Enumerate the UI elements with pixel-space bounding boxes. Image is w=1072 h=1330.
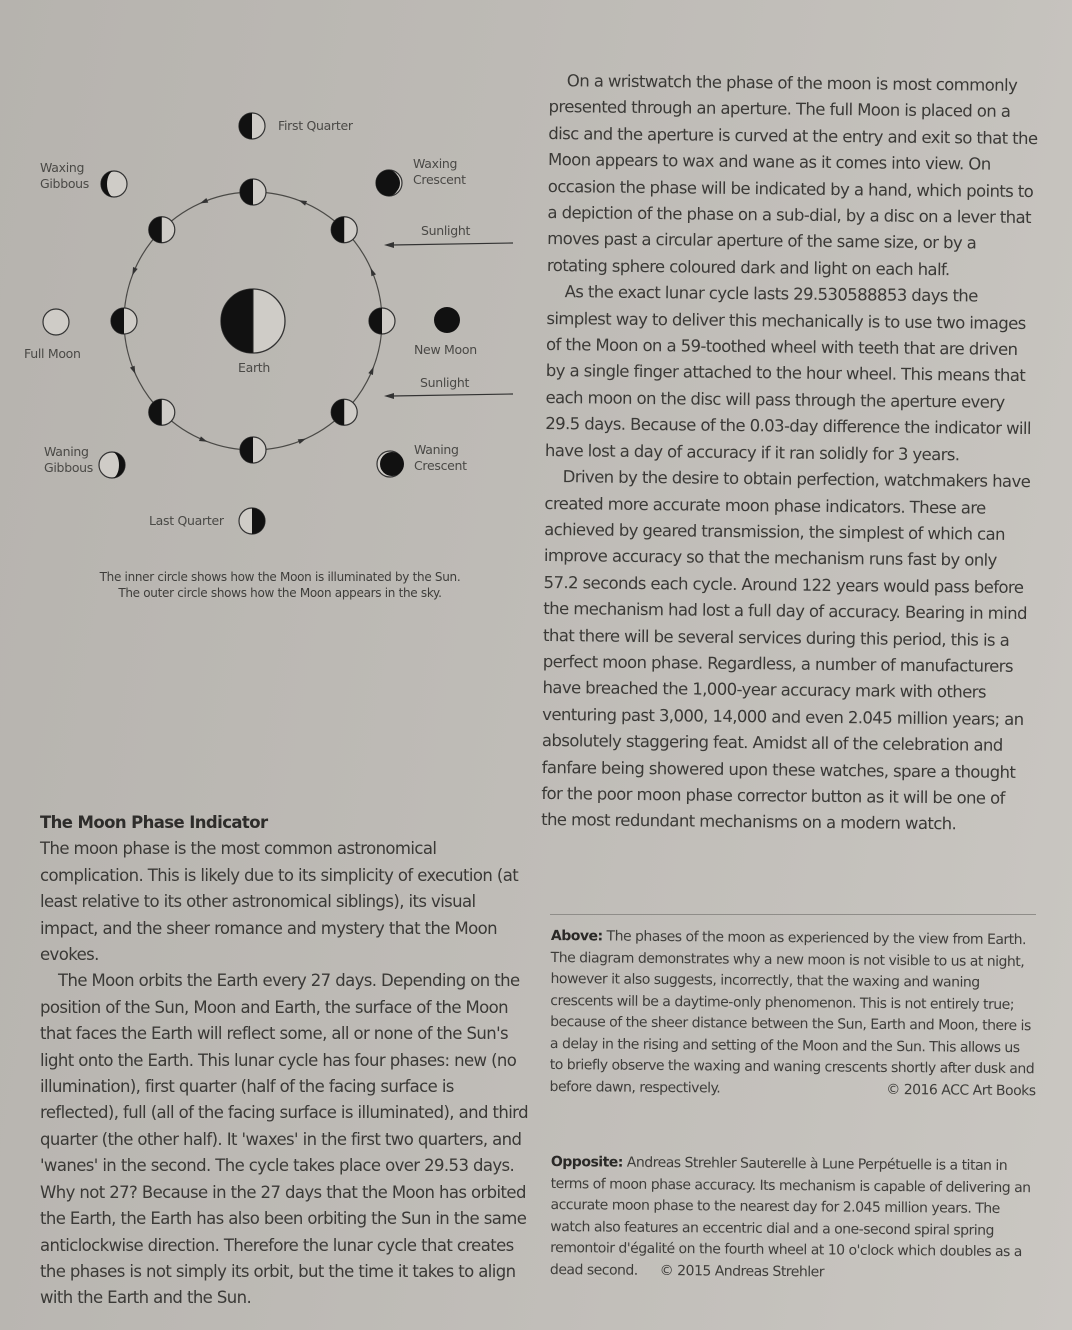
inner-moon-icon xyxy=(331,217,357,243)
inner-moon-icon xyxy=(240,179,266,205)
caption-above-credit: © 2016 ACC Art Books xyxy=(886,1081,1036,1099)
orbit-arrow-icon xyxy=(199,198,208,206)
left-paragraph-1: The moon phase is the most common astronomical complication. This is likely due to its simplicity of execution (at least relative to its other astronomical siblings), its visual impact, and the sheer romance and mystery that the Moon evokes. xyxy=(40,839,519,965)
diagram-caption-line-1: The inner circle shows how the Moon is illuminated by the Sun. xyxy=(99,570,461,584)
label-first-quarter: First Quarter xyxy=(278,118,353,133)
waxing-crescent-moon-icon xyxy=(376,170,402,196)
orbit-arrow-icon xyxy=(130,267,138,276)
caption-opposite-credit: © 2015 Andreas Strehler xyxy=(659,1262,825,1280)
label-sunlight-bottom: Sunlight xyxy=(420,375,470,390)
left-column-article xyxy=(40,810,530,1312)
moon-phase-diagram xyxy=(0,0,540,620)
label-sunlight-top: Sunlight xyxy=(421,223,471,238)
new-moon-icon xyxy=(434,307,460,333)
caption-above-text: The phases of the moon as experienced by the view from Earth. The diagram demonstrates why a new moon is not visible to us at night, however it also suggests, incorrectly, that the waxing and waning crescents will be a daytime-only phenomenon. This is not entirely true; because of the sheer distance between the Sun, Earth and Moon, there is a delay in the rising and setting of the Moon and the Sun. This allows us to briefly observe the waxing and waning crescents shortly after dusk and before dawn, respectively. xyxy=(549,928,1035,1096)
sunlight-arrow-bottom xyxy=(392,394,513,396)
full-moon-icon xyxy=(43,309,69,335)
sunlight-arrowhead-bottom xyxy=(384,393,394,399)
section-heading: The Moon Phase Indicator xyxy=(40,813,268,832)
inner-moon-icon xyxy=(331,399,357,425)
right-paragraph-1: On a wristwatch the phase of the moon is most commonly presented through an aperture. The full Moon is placed on a disc and the aperture is curved at the entry and exit so that the Moon appears to wax and wane as it comes into view. On occasion the phase will be indicated by a hand, which points to a depiction of the phase on a sub-dial, by a disc on a lever that moves past a circular aperture of the same size, or by a rotating sphere coloured dark and light on each half. xyxy=(546,71,1038,280)
right-column-body xyxy=(541,68,1039,839)
waning-gibbous-moon-icon xyxy=(99,452,125,478)
inner-moon-icon xyxy=(240,437,266,463)
inner-moon-icon xyxy=(369,308,395,334)
earth-icon xyxy=(221,289,285,353)
caption-opposite-label: Opposite: xyxy=(550,1153,623,1171)
diagram-caption-line-2: The outer circle shows how the Moon appears in the sky. xyxy=(118,586,442,600)
orbit-arrow-icon xyxy=(199,436,208,444)
caption-opposite xyxy=(550,1152,1037,1285)
label-earth: Earth xyxy=(238,360,271,375)
caption-above xyxy=(549,926,1036,1102)
caption-divider xyxy=(550,914,1036,915)
label-new-moon: New Moon xyxy=(414,342,477,357)
label-last-quarter: Last Quarter xyxy=(149,513,224,528)
right-paragraph-3: Driven by the desire to obtain perfection, watchmakers have created more accurate moon phase indicators. These are achieved by geared transmission, the simplest of which can improve accuracy so that the mechanism runs fast by only 57.2 seconds each cycle. Around 122 years would pass before the mechanism had lost a full day of accuracy. Bearing in mind that there will be several services during this period, this is a perfect moon phase. Regardless, a number of manufacturers have breached the 1,000-year accuracy mark with others venturing past 3,000, 14,000 and even 2.045 million years; an absolutely staggering feat. Amidst all of the celebration and fanfare being showered upon these watches, spare a thought for the poor moon phase corrector button as it will be one of the most redundant mechanisms on a modern watch. xyxy=(541,467,1031,834)
orbit-arrow-icon xyxy=(130,366,138,375)
waning-crescent-moon-icon xyxy=(377,451,404,477)
diagram-svg xyxy=(0,0,540,620)
waxing-gibbous-moon-icon xyxy=(101,171,127,197)
inner-moon-icon xyxy=(149,399,175,425)
sunlight-arrow-top xyxy=(392,243,513,245)
inner-moon-icon xyxy=(149,217,175,243)
label-waning-gibbous: Waning Gibbous xyxy=(44,444,94,475)
orbit-arrow-icon xyxy=(298,198,307,206)
orbit-arrow-icon xyxy=(368,267,376,276)
caption-above-label: Above: xyxy=(550,927,603,945)
sunlight-arrowhead-top xyxy=(384,242,394,248)
first-quarter-moon-icon xyxy=(239,113,265,139)
label-waxing-crescent: Waxing Crescent xyxy=(413,156,466,187)
inner-moon-icon xyxy=(111,308,137,334)
right-paragraph-2: As the exact lunar cycle lasts 29.530588853 days the simplest way to deliver this mechanically is to use two images of the Moon on a 59-toothed wheel with teeth that are driven by a single finger attached to the hour wheel. This means that each moon on the disc will pass through the aperture every 29.5 days. Because of the 0.03-day difference the indicator will have lost a day of accuracy if it ran solidly for 3 years. xyxy=(544,282,1032,465)
label-full-moon: Full Moon xyxy=(24,346,81,361)
caption-opposite-text: Andreas Strehler Sauterelle à Lune Perpétuelle is a titan in terms of moon phase accuracy. Its mechanism is capable of delivering an accurate moon phase to the nearest day for 2.045 million years. The watch also features an eccentric dial and a one-second spiral spring remontoir d'égalité on the fourth wheel at 10 o'clock which doubles as a dead second. xyxy=(549,1154,1031,1279)
label-waning-crescent: Waning Crescent xyxy=(414,442,467,473)
orbit-arrow-icon xyxy=(368,366,376,375)
last-quarter-moon-icon xyxy=(239,508,265,534)
label-waxing-gibbous: Waxing Gibbous xyxy=(40,160,90,191)
orbit-arrow-icon xyxy=(298,436,307,444)
left-paragraph-2: The Moon orbits the Earth every 27 days. Depending on the position of the Sun, Moon and Earth, the surface of the Moon that faces the Earth will reflect some, all or none of the Sun's light onto the Earth. This lunar cycle has four phases: new (no illumination), first quarter (half of the facing surface is reflected), full (all of the facing surface is illuminated), and third quarter (the other half). It 'waxes' in the first two quarters, and 'wanes' in the second. The cycle takes place over 29.53 days. Why not 27? Because in the 27 days that the Moon has orbited the Earth, the Earth has also been orbiting the Sun in the same anticlockwise direction. Therefore the lunar cycle that creates the phases is not simply its orbit, but the time it takes to align with the Earth and the Sun. xyxy=(40,971,528,1308)
